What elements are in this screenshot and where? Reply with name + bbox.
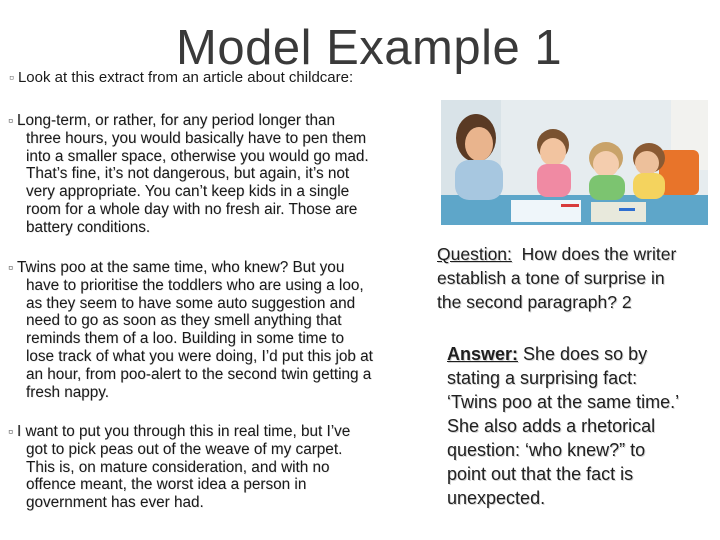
paragraph-line: ▫ I want to put you through this in real time, but I’ve — [8, 423, 351, 440]
paragraph-line: have to prioritise the toddlers who are using a loo, — [26, 276, 364, 294]
bullet-icon: ▫ — [8, 423, 13, 439]
answer-label: Answer: — [447, 344, 519, 364]
paragraph-line: into a smaller space, otherwise you would go mad. — [26, 147, 369, 165]
paragraph-line: very appropriate. You can’t keep kids in a single — [26, 183, 350, 201]
paragraph-line: room for a whole day with no fresh air. Those are — [26, 200, 358, 218]
answer-block — [447, 342, 679, 510]
paragraph-line: an hour, from poo-alert to the second twin getting a — [26, 365, 372, 383]
paragraph-line: need to go as soon as they smell anything that — [26, 312, 342, 330]
answer-line: She also adds a rhetorical — [447, 416, 656, 436]
paragraph-line: as they seem to have some auto suggestion and — [26, 294, 356, 312]
paragraph-line: That’s fine, it’s not dangerous, but again, it’s not — [26, 165, 350, 183]
answer-line: question: ‘who knew?” to — [447, 440, 646, 460]
paragraph-line: three hours, you would basically have to pen them — [26, 129, 367, 147]
extract-paragraph-1 — [8, 112, 369, 237]
extract-paragraph-3 — [8, 423, 350, 512]
paragraph-line: offence meant, the worst idea a person in — [26, 476, 307, 494]
paragraph-line: reminds them of a loo. Building in some time to — [26, 330, 344, 348]
question-line: Question: How does the writer — [437, 244, 677, 264]
answer-line: unexpected. — [447, 488, 546, 508]
paragraph-line: ▫ Twins poo at the same time, who knew? But you — [8, 259, 345, 276]
paragraph-line: battery conditions. — [26, 218, 151, 236]
paragraph-line: lose track of what you were doing, I’d put this job at — [26, 347, 373, 365]
answer-line: stating a surprising fact: — [447, 368, 638, 388]
paragraph-line: got to pick peas out of the weave of my carpet. — [26, 440, 343, 458]
slide-title: Model Example 1 — [176, 21, 563, 75]
intro-text: Look at this extract from an article about childcare: — [17, 69, 354, 86]
paragraph-line: fresh nappy. — [26, 383, 110, 401]
question-line: the second paragraph? 2 — [437, 292, 632, 312]
bullet-icon: ▫ — [8, 112, 13, 128]
question-block — [437, 242, 676, 314]
paragraph-line: This is, on mature consideration, and with no — [26, 458, 330, 476]
intro-line — [9, 68, 353, 87]
toddlers-photo — [441, 100, 708, 225]
paragraph-line: government has ever had. — [26, 494, 204, 512]
answer-line: Answer: She does so by — [447, 344, 648, 364]
question-label: Question: — [437, 244, 512, 264]
question-line: establish a tone of surprise in — [437, 268, 665, 288]
bullet-icon: ▫ — [8, 259, 13, 275]
answer-line: point out that the fact is — [447, 464, 634, 484]
extract-paragraph-2 — [8, 259, 373, 401]
answer-line: ‘Twins poo at the same time.’ — [447, 392, 680, 412]
paragraph-line: ▫ Long-term, or rather, for any period longer than — [8, 112, 335, 129]
bullet-icon: ▫ — [9, 69, 14, 85]
